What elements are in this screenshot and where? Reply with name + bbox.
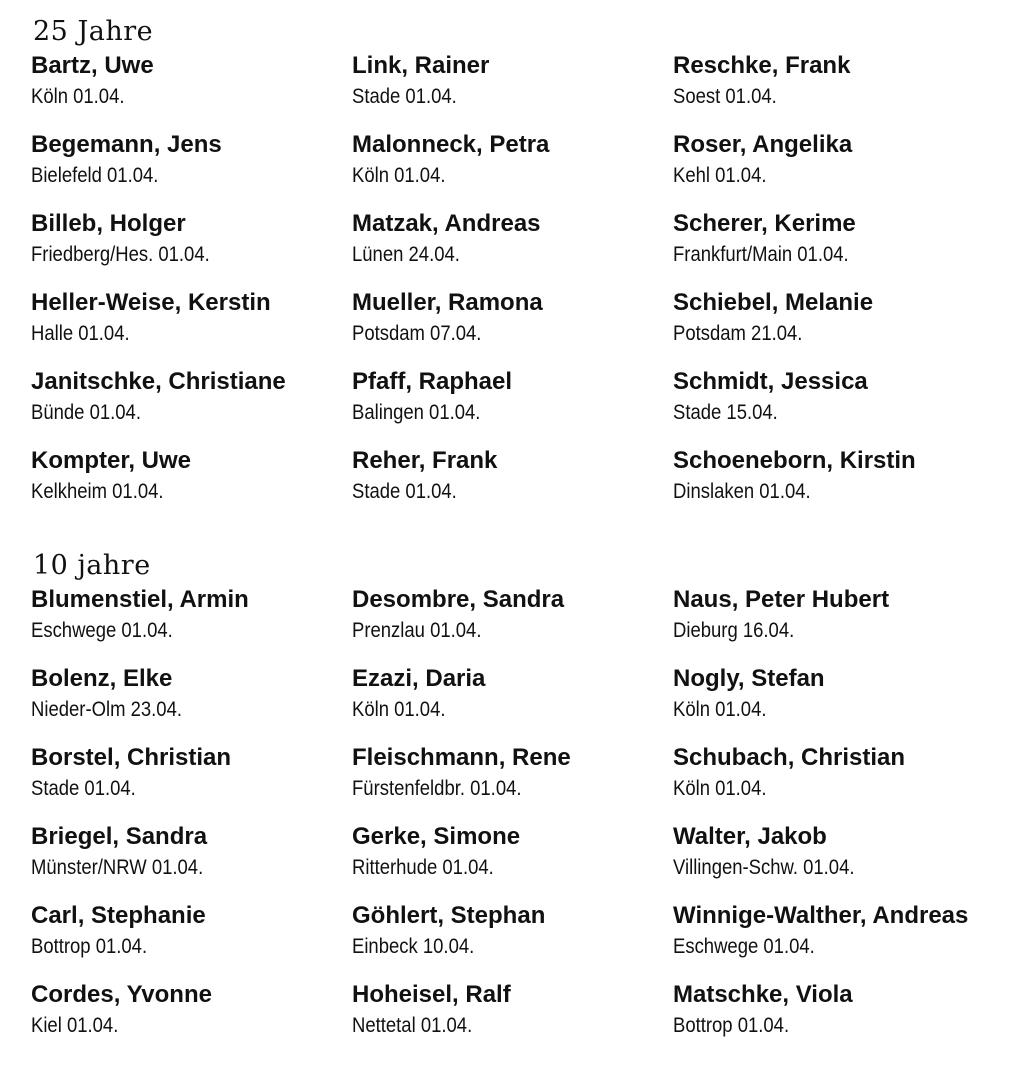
person-name: Pfaff, Raphael <box>352 368 513 395</box>
list-item <box>352 821 673 900</box>
place-date: Stade 01.04. <box>31 777 136 800</box>
place-date: Friedberg/Hes. 01.04. <box>31 243 210 266</box>
list-item <box>352 900 673 979</box>
place-date: Prenzlau 01.04. <box>352 619 482 642</box>
place-date: Frankfurt/Main 01.04. <box>673 243 849 266</box>
list-item <box>673 129 991 208</box>
list-item <box>352 445 673 524</box>
person-name: Schmidt, Jessica <box>673 368 868 395</box>
person-name: Göhlert, Stephan <box>352 902 546 929</box>
place-date: Bottrop 01.04. <box>673 1014 790 1037</box>
place-date: Nettetal 01.04. <box>352 1014 473 1037</box>
place-date: Kelkheim 01.04. <box>31 480 164 503</box>
place-date: Dinslaken 01.04. <box>673 480 811 503</box>
place-date: Soest 01.04. <box>673 85 777 108</box>
list-item <box>31 208 352 287</box>
section-10-jahre <box>31 548 991 1058</box>
place-date: Villingen-Schw. 01.04. <box>673 856 855 879</box>
entry-grid <box>31 584 991 1058</box>
list-item <box>673 584 991 663</box>
person-name: Link, Rainer <box>352 52 490 79</box>
person-name: Ezazi, Daria <box>352 665 486 692</box>
person-name: Gerke, Simone <box>352 823 521 850</box>
place-date: Balingen 01.04. <box>352 401 481 424</box>
person-name: Desombre, Sandra <box>352 586 565 613</box>
list-item <box>352 663 673 742</box>
list-item <box>352 208 673 287</box>
person-name: Nogly, Stefan <box>673 665 825 692</box>
person-name: Blumenstiel, Armin <box>31 586 249 613</box>
place-date: Köln 01.04. <box>673 698 767 721</box>
place-date: Fürstenfeldbr. 01.04. <box>352 777 522 800</box>
person-name: Matzak, Andreas <box>352 210 541 237</box>
person-name: Malonneck, Petra <box>352 131 550 158</box>
place-date: Potsdam 21.04. <box>673 322 803 345</box>
list-item <box>31 742 352 821</box>
list-item <box>352 50 673 129</box>
list-item <box>673 445 991 524</box>
place-date: Einbeck 10.04. <box>352 935 475 958</box>
list-item <box>31 50 352 129</box>
list-item <box>352 742 673 821</box>
place-date: Bottrop 01.04. <box>31 935 148 958</box>
person-name: Borstel, Christian <box>31 744 232 771</box>
list-item <box>352 979 673 1058</box>
list-item <box>673 742 991 821</box>
place-date: Köln 01.04. <box>673 777 767 800</box>
list-item <box>352 287 673 366</box>
person-name: Bartz, Uwe <box>31 52 154 79</box>
list-item <box>31 900 352 979</box>
place-date: Bielefeld 01.04. <box>31 164 159 187</box>
list-item <box>31 366 352 445</box>
section-title: 25 Jahre <box>33 16 154 47</box>
person-name: Reschke, Frank <box>673 52 851 79</box>
person-name: Naus, Peter Hubert <box>673 586 890 613</box>
person-name: Schoeneborn, Kirstin <box>673 447 916 474</box>
list-item <box>673 900 991 979</box>
entry-grid <box>31 50 991 524</box>
place-date: Bünde 01.04. <box>31 401 141 424</box>
list-item <box>673 979 991 1058</box>
section-title: 10 jahre <box>33 550 151 581</box>
place-date: Dieburg 16.04. <box>673 619 795 642</box>
place-date: Lünen 24.04. <box>352 243 460 266</box>
person-name: Schiebel, Melanie <box>673 289 874 316</box>
person-name: Reher, Frank <box>352 447 498 474</box>
list-item <box>31 584 352 663</box>
person-name: Scherer, Kerime <box>673 210 856 237</box>
person-name: Winnige-Walther, Andreas <box>673 902 969 929</box>
list-item <box>31 129 352 208</box>
person-name: Heller-Weise, Kerstin <box>31 289 271 316</box>
list-item <box>31 445 352 524</box>
place-date: Halle 01.04. <box>31 322 130 345</box>
place-date: Stade 01.04. <box>352 85 457 108</box>
person-name: Matschke, Viola <box>673 981 853 1008</box>
person-name: Hoheisel, Ralf <box>352 981 511 1008</box>
place-date: Kehl 01.04. <box>673 164 767 187</box>
place-date: Stade 01.04. <box>352 480 457 503</box>
place-date: Köln 01.04. <box>31 85 125 108</box>
person-name: Begemann, Jens <box>31 131 222 158</box>
list-item <box>352 584 673 663</box>
person-name: Bolenz, Elke <box>31 665 173 692</box>
list-item <box>673 821 991 900</box>
place-date: Münster/NRW 01.04. <box>31 856 204 879</box>
list-item <box>352 366 673 445</box>
person-name: Walter, Jakob <box>673 823 827 850</box>
place-date: Potsdam 07.04. <box>352 322 482 345</box>
list-item <box>673 50 991 129</box>
place-date: Eschwege 01.04. <box>31 619 173 642</box>
section-25-jahre <box>31 14 991 524</box>
place-date: Eschwege 01.04. <box>673 935 815 958</box>
place-date: Köln 01.04. <box>352 164 446 187</box>
person-name: Briegel, Sandra <box>31 823 208 850</box>
person-name: Mueller, Ramona <box>352 289 543 316</box>
person-name: Schubach, Christian <box>673 744 906 771</box>
place-date: Köln 01.04. <box>352 698 446 721</box>
list-item <box>673 287 991 366</box>
person-name: Fleischmann, Rene <box>352 744 571 771</box>
place-date: Nieder-Olm 23.04. <box>31 698 182 721</box>
list-item <box>352 129 673 208</box>
person-name: Cordes, Yvonne <box>31 981 212 1008</box>
list-item <box>673 663 991 742</box>
person-name: Carl, Stephanie <box>31 902 206 929</box>
person-name: Billeb, Holger <box>31 210 186 237</box>
list-item <box>31 663 352 742</box>
place-date: Kiel 01.04. <box>31 1014 119 1037</box>
person-name: Janitschke, Christiane <box>31 368 286 395</box>
list-item <box>31 979 352 1058</box>
person-name: Roser, Angelika <box>673 131 853 158</box>
place-date: Ritterhude 01.04. <box>352 856 494 879</box>
list-item <box>673 366 991 445</box>
list-item <box>673 208 991 287</box>
list-item <box>31 287 352 366</box>
person-name: Kompter, Uwe <box>31 447 192 474</box>
list-item <box>31 821 352 900</box>
place-date: Stade 15.04. <box>673 401 778 424</box>
